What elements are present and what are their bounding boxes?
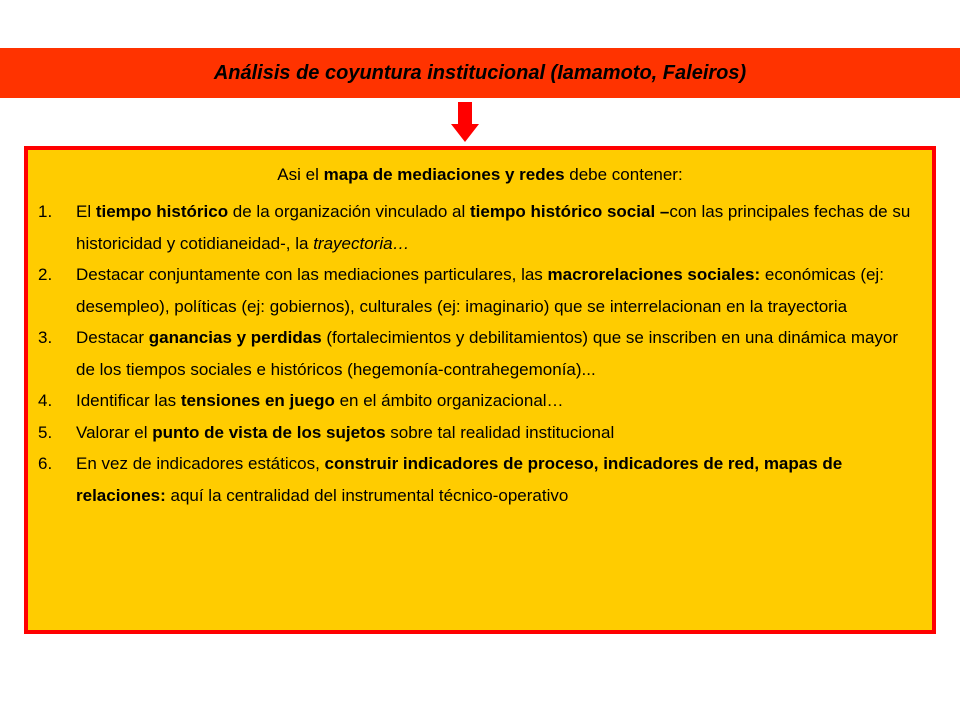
title-banner (0, 48, 960, 98)
numbered-list (38, 196, 918, 511)
list-number: 2. (38, 265, 53, 284)
content-box (24, 146, 936, 634)
list-item-1 (38, 196, 918, 259)
intro-text (28, 164, 932, 186)
list-item-3 (38, 322, 918, 385)
item-bold: tensiones en juego (180, 391, 335, 410)
list-number: 3. (38, 328, 53, 347)
item-text: (fortalecimientos y debilitamientos) que se inscriben en una dinámica mayor de los tiempos sociales e históricos (hegemonía-contrahegemonía)... (76, 328, 899, 379)
item-text: El (76, 202, 96, 221)
item-text: de la organización vinculado al (228, 202, 471, 221)
intro-pre: Asi el (277, 165, 324, 184)
item-text: sobre tal realidad institucional (385, 422, 615, 442)
item-bold: macrorelaciones sociales: (547, 265, 761, 284)
item-bold: ganancias y perdidas (148, 328, 322, 347)
list-item-4 (38, 385, 918, 417)
list-item-5 (38, 417, 918, 449)
item-text: económicas (ej: desempleo), políticas (ej: gobiernos), culturales (ej: imaginario) que se interrelacionan en la trayectoria (76, 265, 884, 316)
list-number: 4. (38, 391, 53, 410)
item-text: Valorar el (76, 422, 153, 442)
item-bold: punto de vista de los sujetos (152, 422, 386, 442)
arrow-down-icon (451, 102, 479, 142)
item-text: en el ámbito organizacional… (334, 391, 564, 410)
list-item-6 (38, 448, 918, 511)
item-text: Destacar conjuntamente con las mediaciones particulares, las (76, 265, 548, 284)
item-text: Destacar (76, 328, 149, 347)
list-number: 1. (38, 202, 53, 221)
list-item-2 (38, 259, 918, 322)
item-bold: tiempo histórico social – (470, 202, 670, 221)
item-text: aquí la centralidad del instrumental técnico-operativo (165, 485, 569, 505)
item-bold: construir indicadores de proceso, indicadores de red, mapas de relaciones: (76, 454, 843, 505)
item-italic: trayectoria… (313, 233, 410, 253)
list-number: 6. (38, 454, 53, 473)
item-text: con las principales fechas de su historicidad y cotidianeidad-, la (76, 202, 911, 253)
item-text: Identificar las (76, 391, 181, 410)
list-number: 5. (38, 422, 53, 442)
slide-title: Análisis de coyuntura institucional (Iamamoto, Faleiros) (213, 61, 747, 84)
intro-post: debe contener: (564, 165, 683, 184)
item-bold: tiempo histórico (95, 202, 229, 221)
item-text: En vez de indicadores estáticos, (76, 454, 325, 473)
intro-bold: mapa de mediaciones y redes (323, 165, 565, 184)
